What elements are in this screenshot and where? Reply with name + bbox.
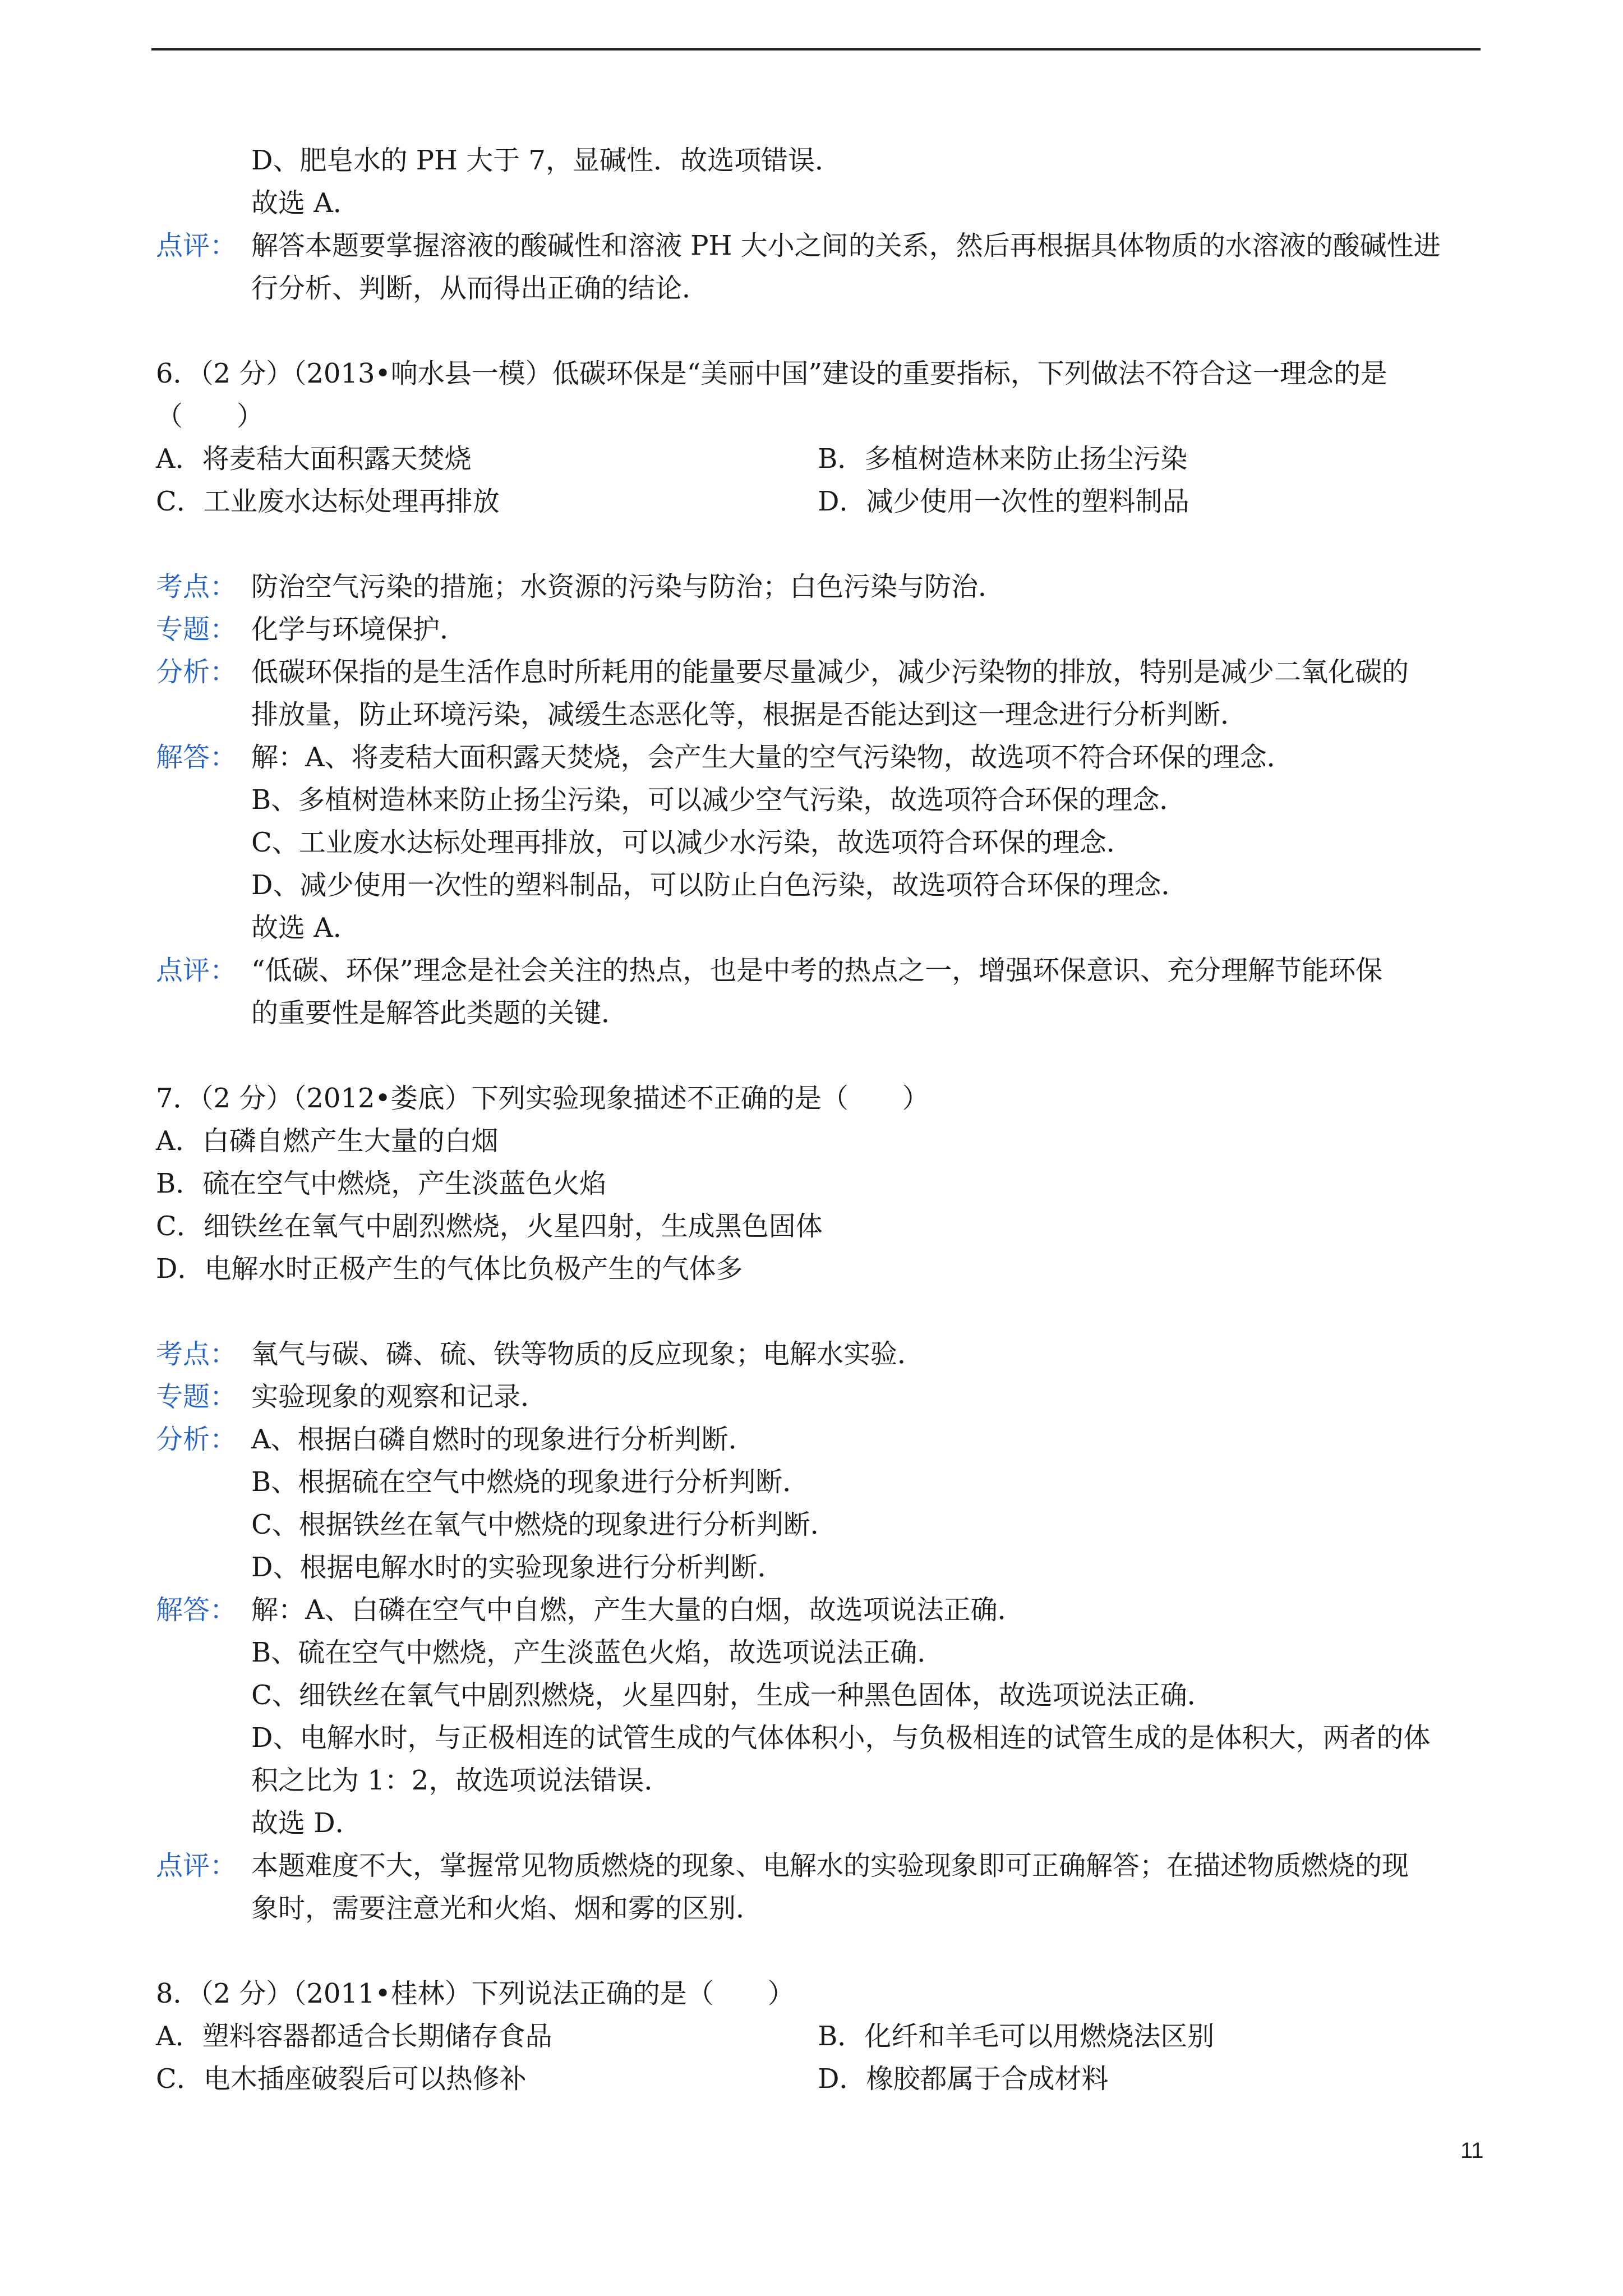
kaodian-label: 考点： (156, 571, 237, 602)
dianping-line: 本题难度不大，掌握常见物质燃烧的现象、电解水的实验现象即可正确解答；在描述物质燃烧的现 (251, 1850, 1409, 1881)
dianping-line: 象时，需要注意光和火焰、烟和雾的区别． (251, 1893, 763, 1924)
jieda-line: C、细铁丝在氧气中剧烈燃烧，火星四射，生成一种黑色固体，故选项说法正确． (251, 1680, 1214, 1711)
zhuanti-text: 实验现象的观察和记录． (251, 1381, 548, 1412)
q8-stem: 8．（2 分）（2011•桂林）下列说法正确的是（ ） (156, 1978, 795, 2009)
fenxi-line: 低碳环保指的是生活作息时所耗用的能量要尽量减少，减少污染物的排放，特别是减少二氧化碳的 (251, 656, 1409, 688)
q7-zhuanti (156, 1375, 1479, 1418)
jieda-line: C、工业废水达标处理再排放，可以减少水污染，故选项符合环保的理念． (251, 827, 1133, 858)
q6-options-row (156, 480, 1479, 523)
q6-stem-blank: （ ） (156, 401, 264, 432)
q6-option-b: B．多植树造林来防止扬尘污染 (818, 443, 1188, 475)
q8-options-row (156, 2015, 1479, 2058)
q6-zhuanti (156, 608, 1479, 651)
kaodian-label: 考点： (156, 1338, 237, 1370)
kaodian-text: 氧气与碳、磷、硫、铁等物质的反应现象；电解水实验． (251, 1338, 925, 1370)
dianping-label: 点评： (156, 955, 237, 986)
q7-option-b: B．硫在空气中燃烧，产生淡蓝色火焰 (156, 1168, 607, 1199)
dianping-label: 点评： (156, 1850, 237, 1881)
fenxi-label: 分析： (156, 656, 237, 688)
prev-option-d: D、肥皂水的 PH 大于 7，显碱性．故选项错误． (251, 145, 842, 176)
jieda-label: 解答： (156, 1594, 237, 1626)
q8-option-d: D．橡胶都属于合成材料 (818, 2063, 1109, 2095)
zhuanti-label: 专题： (156, 614, 237, 645)
kaodian-text: 防治空气污染的措施；水资源的污染与防治；白色污染与防治． (251, 571, 1006, 602)
page-content (156, 139, 1479, 2100)
jieda-line: D、减少使用一次性的塑料制品，可以防止白色污染，故选项符合环保的理念． (251, 869, 1188, 901)
q7-jieda (156, 1589, 1479, 1844)
q7-stem: 7．（2 分）（2012•娄底）下列实验现象描述不正确的是（ ） (156, 1083, 929, 1114)
q7-option-d: D．电解水时正极产生的气体比负极产生的气体多 (156, 1253, 743, 1285)
q8-option-c: C．电木插座破裂后可以热修补 (156, 2063, 527, 2095)
q7-dianping (156, 1844, 1479, 1930)
q6-fenxi (156, 651, 1479, 736)
q6-dianping (156, 949, 1479, 1034)
page-number: 11 (1460, 2138, 1484, 2163)
q6-options-row (156, 438, 1479, 480)
jieda-line: 解：A、白磷在空气中自燃，产生大量的白烟，故选项说法正确． (251, 1594, 1025, 1626)
q6-option-c: C．工业废水达标处理再排放 (156, 486, 500, 517)
dianping-line: 的重要性是解答此类题的关键． (251, 997, 629, 1029)
zhuanti-text: 化学与环境保护． (251, 614, 467, 645)
q8-option-a: A．塑料容器都适合长期储存食品 (156, 2021, 552, 2052)
jieda-label: 解答： (156, 742, 237, 773)
fenxi-line: 排放量，防止环境污染，减缓生态恶化等，根据是否能达到这一理念进行分析判断． (251, 699, 1248, 730)
q7-option-a: A．白磷自燃产生大量的白烟 (156, 1125, 499, 1157)
fenxi-label: 分析： (156, 1424, 237, 1455)
q7-fenxi (156, 1418, 1479, 1589)
q6-option-a: A．将麦秸大面积露天焚烧 (156, 443, 472, 475)
header-rule (151, 48, 1481, 50)
q6-kaodian (156, 565, 1479, 608)
q6-jieda (156, 736, 1479, 949)
jieda-line: B、多植树造林来防止扬尘污染，可以减少空气污染，故选项符合环保的理念． (251, 784, 1187, 816)
q8-option-b: B．化纤和羊毛可以用燃烧法区别 (818, 2021, 1215, 2052)
jieda-line: 故选 D． (251, 1807, 362, 1839)
jieda-line: B、硫在空气中燃烧，产生淡蓝色火焰，故选项说法正确． (251, 1637, 944, 1668)
comment-line: 行分析、判断，从而得出正确的结论． (251, 273, 709, 304)
fenxi-line: C、根据铁丝在氧气中燃烧的现象进行分析判断． (251, 1509, 837, 1540)
jieda-line: 故选 A． (251, 912, 360, 944)
q7-option-c: C．细铁丝在氧气中剧烈燃烧，火星四射，生成黑色固体 (156, 1211, 823, 1242)
q8-options-row (156, 2058, 1479, 2100)
fenxi-line: B、根据硫在空气中燃烧的现象进行分析判断． (251, 1466, 810, 1498)
comment-line: 解答本题要掌握溶液的酸碱性和溶液 PH 大小之间的关系，然后再根据具体物质的水溶液的酸碱性进 (251, 230, 1441, 261)
dianping-line: “低碳、环保”理念是社会关注的热点，也是中考的热点之一，增强环保意识、充分理解节能环保 (251, 955, 1383, 986)
jieda-line: 积之比为 1：2，故选项说法错误． (251, 1765, 671, 1796)
prev-answer: 故选 A． (251, 187, 360, 219)
zhuanti-label: 专题： (156, 1381, 237, 1412)
q6-option-d: D．减少使用一次性的塑料制品 (818, 486, 1189, 517)
prev-comment (156, 224, 1479, 310)
jieda-line: 解：A、将麦秸大面积露天焚烧，会产生大量的空气污染物，故选项不符合环保的理念． (251, 742, 1294, 773)
jieda-line: D、电解水时，与正极相连的试管生成的气体体积小，与负极相连的试管生成的是体积大，两者的体 (251, 1722, 1431, 1754)
fenxi-line: D、根据电解水时的实验现象进行分析判断． (251, 1552, 785, 1583)
fenxi-line: A、根据白磷自燃时的现象进行分析判断． (251, 1424, 755, 1455)
comment-label: 点评： (156, 230, 237, 261)
q6-stem: 6．（2 分）（2013•响水县一模）低碳环保是“美丽中国”建设的重要指标，下列做法不符合这一理念的是 (156, 358, 1387, 389)
q7-kaodian (156, 1333, 1479, 1375)
